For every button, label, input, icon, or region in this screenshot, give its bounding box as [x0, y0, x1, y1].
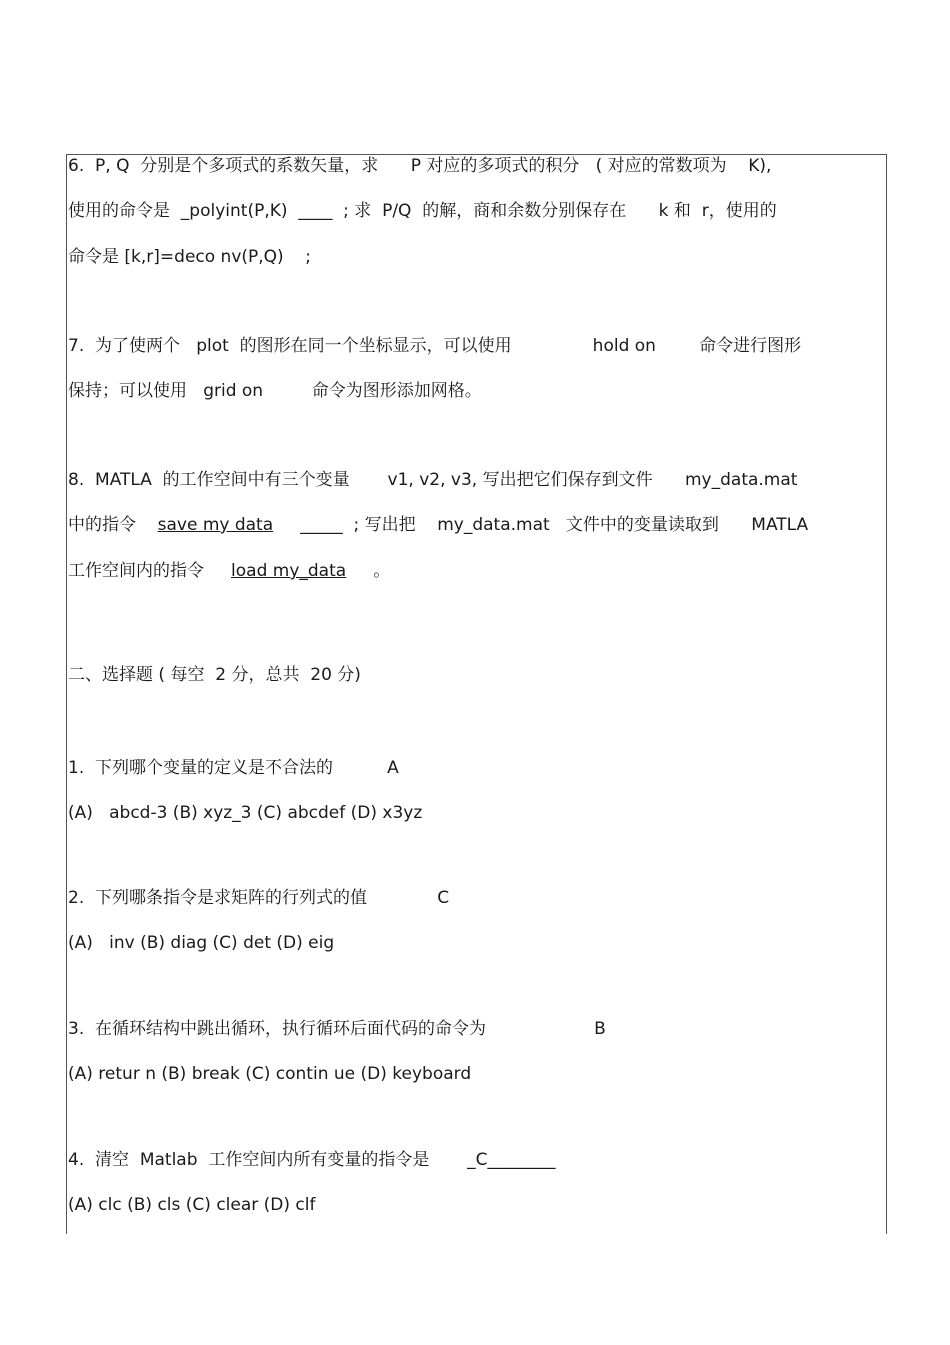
q7-line-1: 7. 为了使两个 plot 的图形在同一个坐标显示，可以使用 hold on 命令进行图形	[68, 336, 802, 356]
mc-3-options: (A) retur n (B) break (C) contin ue (D) keyboard	[68, 1064, 472, 1084]
q8-line-3	[68, 560, 390, 582]
q8-save-answer: save my data	[157, 515, 274, 535]
mc-2-options: (A) inv (B) diag (C) det (D) eig	[68, 933, 335, 953]
q8-load-answer: load my_data	[231, 561, 347, 581]
mc-2-question: 2. 下列哪条指令是求矩阵的行列式的值 C	[68, 888, 450, 908]
q6-line-3: 命令是 [k,r]=deco nv(P,Q) ;	[68, 247, 312, 267]
q6-line-1: 6. P, Q 分别是个多项式的系数矢量，求 P 对应的多项式的积分 ( 对应的常数项为 K),	[68, 156, 772, 176]
table-border-left	[66, 154, 67, 1234]
q8-line-2-prefix: 中的指令	[68, 515, 158, 535]
table-border-right	[886, 154, 887, 1234]
q8-line-3-prefix: 工作空间内的指令	[68, 561, 232, 581]
mc-1-question: 1. 下列哪个变量的定义是不合法的 A	[68, 758, 399, 778]
mc-3-question: 3. 在循环结构中跳出循环，执行循环后面代码的命令为 B	[68, 1019, 606, 1039]
section-heading: 二、选择题 ( 每空 2 分，总共 20 分)	[68, 665, 361, 685]
mc-4-question: 4. 清空 Matlab 工作空间内所有变量的指令是 _C________	[68, 1150, 556, 1170]
q8-line-3-suffix: 。	[346, 561, 391, 581]
mc-1-options: (A) abcd-3 (B) xyz_3 (C) abcdef (D) x3yz	[68, 803, 423, 823]
q8-line-1: 8. MATLA 的工作空间中有三个变量 v1, v2, v3, 写出把它们保存到文件 my_data.mat	[68, 470, 798, 490]
q8-line-2	[68, 514, 808, 536]
q8-line-2-suffix: _____ ; 写出把 my_data.mat 文件中的变量读取到 MATLA	[273, 515, 809, 535]
q6-line-2: 使用的命令是 _polyint(P,K) ____ ; 求 P/Q 的解，商和余数分别保存在 k 和 r，使用的	[68, 201, 777, 221]
mc-4-options: (A) clc (B) cls (C) clear (D) clf	[68, 1195, 316, 1215]
q7-line-2: 保持；可以使用 grid on 命令为图形添加网格。	[68, 381, 482, 401]
